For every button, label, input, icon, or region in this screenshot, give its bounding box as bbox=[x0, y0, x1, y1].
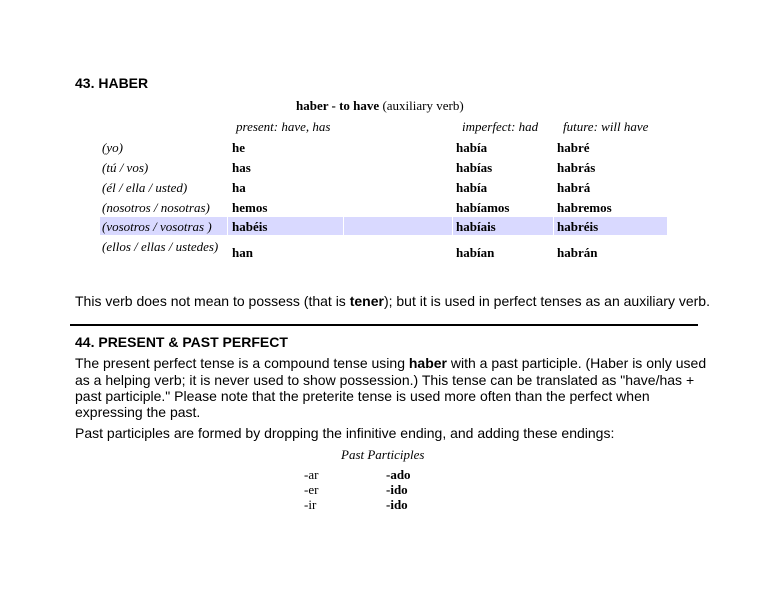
table-cell-imperfect: había bbox=[456, 140, 488, 155]
section-divider bbox=[70, 324, 698, 326]
participle-ending: -ado bbox=[386, 467, 411, 482]
note-text-bold: tener bbox=[349, 293, 384, 309]
table-cell-present: ha bbox=[232, 180, 246, 195]
table-cell-present: han bbox=[232, 245, 253, 260]
table-row-pronoun: (yo) bbox=[102, 140, 123, 155]
participle-ending: -ido bbox=[386, 497, 408, 512]
paragraph-line: as a helping verb; it is never used to show possession.) This tense can be translated as "have/has + bbox=[75, 372, 695, 388]
table-cell-future: habrás bbox=[557, 160, 596, 175]
past-participles-title: Past Participles bbox=[341, 447, 425, 462]
table-row-pronoun: (nosotros / nosotras) bbox=[102, 200, 210, 215]
para-text: The present perfect tense is a compound tense using bbox=[75, 355, 409, 371]
note-text-after: ); but it is used in perfect tenses as an auxiliary verb. bbox=[383, 293, 710, 309]
table-cell-present: hemos bbox=[232, 200, 268, 215]
section-44-heading: 44. PRESENT & PAST PERFECT bbox=[75, 334, 288, 350]
table-cell-imperfect: habíamos bbox=[456, 200, 510, 215]
table-cell-future: habréis bbox=[557, 219, 599, 234]
table-cell-present: he bbox=[232, 140, 245, 155]
table-cell-imperfect: habías bbox=[456, 160, 493, 175]
paragraph-line: past participle." Please note that the preterite tense is used more often than the perfect when bbox=[75, 388, 650, 404]
para-text-bold: haber bbox=[408, 355, 447, 371]
table-cell-present: has bbox=[232, 160, 251, 175]
section-43-heading: 43. HABER bbox=[75, 75, 149, 91]
table-cell-imperfect: habíais bbox=[456, 219, 496, 234]
conjugation-table-title bbox=[296, 98, 464, 114]
note-text-before: This verb does not mean to possess (that is bbox=[75, 293, 350, 309]
infinitive-ending: -er bbox=[304, 482, 319, 497]
table-cell-future: habremos bbox=[557, 200, 612, 215]
table-title-rest: (auxiliary verb) bbox=[379, 98, 464, 113]
participle-ending: -ido bbox=[386, 482, 408, 497]
table-cell-present: habéis bbox=[232, 219, 268, 234]
haber-usage-note bbox=[75, 293, 710, 310]
table-cell-imperfect: había bbox=[456, 180, 488, 195]
column-header-present: present: have, has bbox=[236, 119, 331, 134]
table-row-pronoun: (vosotros / vosotras ) bbox=[102, 219, 212, 234]
table-row-pronoun: (tú / vos) bbox=[102, 160, 149, 175]
column-header-future: future: will have bbox=[563, 119, 649, 134]
table-row-pronoun: (ellos / ellas / ustedes) bbox=[102, 239, 219, 254]
column-header-imperfect: imperfect: had bbox=[462, 119, 539, 134]
infinitive-ending: -ir bbox=[304, 497, 317, 512]
table-cell-future: habrá bbox=[557, 180, 591, 195]
paragraph-line: Past participles are formed by dropping the infinitive ending, and adding these endings: bbox=[75, 425, 615, 441]
para-text: with a past participle. (Haber is only used bbox=[447, 355, 707, 371]
table-cell-future: habrán bbox=[557, 245, 598, 260]
infinitive-ending: -ar bbox=[304, 467, 319, 482]
paragraph-line: expressing the past. bbox=[75, 404, 201, 420]
table-row-pronoun: (él / ella / usted) bbox=[102, 180, 188, 195]
table-cell-imperfect: habían bbox=[456, 245, 495, 260]
table-cell-future: habré bbox=[557, 140, 590, 155]
table-title-bold: haber - to have bbox=[296, 98, 380, 113]
paragraph-line bbox=[75, 355, 706, 372]
